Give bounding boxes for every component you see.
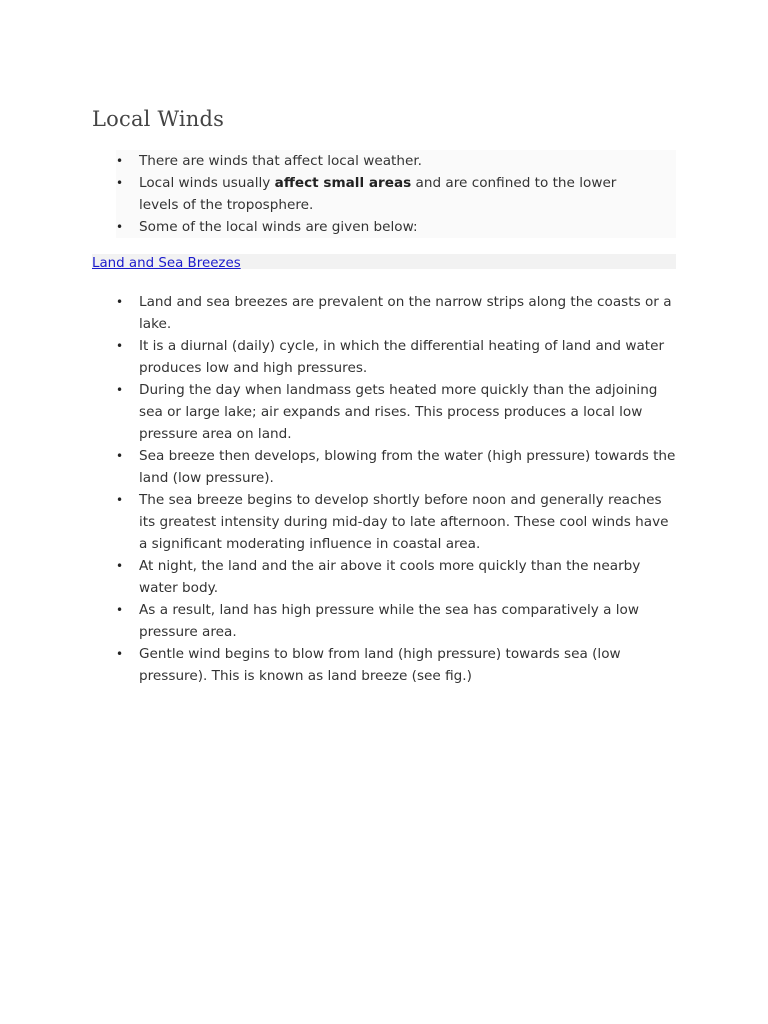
list-item-text: It is a diurnal (daily) cycle, in which the differential heating of land and water produces low and high pressures.	[139, 338, 665, 376]
list-item-text: The sea breeze begins to develop shortly before noon and generally reaches its greatest intensity during mid-day to late afternoon. These cool winds have a significant moderating influence in coastal area.	[139, 492, 669, 552]
list-item	[116, 445, 676, 489]
document-page	[92, 104, 676, 687]
bullet-icon: •	[116, 220, 124, 234]
list-item-text-before: Local winds usually	[139, 175, 275, 191]
list-item	[116, 643, 676, 687]
list-item	[116, 489, 676, 555]
intro-list	[116, 150, 676, 238]
bullet-icon: •	[116, 176, 124, 190]
list-item-text: During the day when landmass gets heated more quickly than the adjoining sea or large lake; air expands and rises. This process produces a local low pressure area on land.	[139, 382, 658, 442]
list-item	[116, 599, 676, 643]
land-sea-breezes-link[interactable]: Land and Sea Breezes	[92, 256, 241, 271]
list-item-text: There are winds that affect local weather.	[139, 153, 422, 169]
list-item	[116, 216, 676, 238]
bullet-icon: •	[116, 647, 124, 661]
list-item	[116, 379, 676, 445]
intro-box	[116, 150, 676, 238]
page-title: Local Winds	[92, 107, 225, 131]
list-item-text: Sea breeze then develops, blowing from the water (high pressure) towards the land (low pressure).	[139, 448, 676, 486]
list-item-text: Land and sea breezes are prevalent on the narrow strips along the coasts or a lake.	[139, 294, 672, 332]
list-item	[116, 555, 676, 599]
bullet-icon: •	[116, 493, 124, 507]
list-item-text: Some of the local winds are given below:	[139, 219, 418, 235]
list-item-bold-text: affect small areas	[274, 175, 412, 191]
bullet-icon: •	[116, 154, 124, 168]
list-item-text: At night, the land and the air above it cools more quickly than the nearby water body.	[139, 558, 641, 596]
list-item	[116, 172, 676, 216]
list-item-text: Gentle wind begins to blow from land (high pressure) towards sea (low pressure). This is known as land breeze (see fig.)	[139, 646, 621, 684]
section-link-bar	[92, 254, 676, 269]
list-item-text-after: and are confined to the lower levels of the troposphere.	[139, 175, 617, 213]
list-item-text: As a result, land has high pressure while the sea has comparatively a low pressure area.	[139, 602, 639, 640]
bullet-icon: •	[116, 449, 124, 463]
list-item	[116, 150, 676, 172]
bullet-icon: •	[116, 559, 124, 573]
list-item	[116, 335, 676, 379]
bullet-icon: •	[116, 295, 124, 309]
breeze-list-container	[116, 291, 676, 687]
bullet-icon: •	[116, 383, 124, 397]
breeze-list	[116, 291, 676, 687]
bullet-icon: •	[116, 603, 124, 617]
list-item	[116, 291, 676, 335]
bullet-icon: •	[116, 339, 124, 353]
